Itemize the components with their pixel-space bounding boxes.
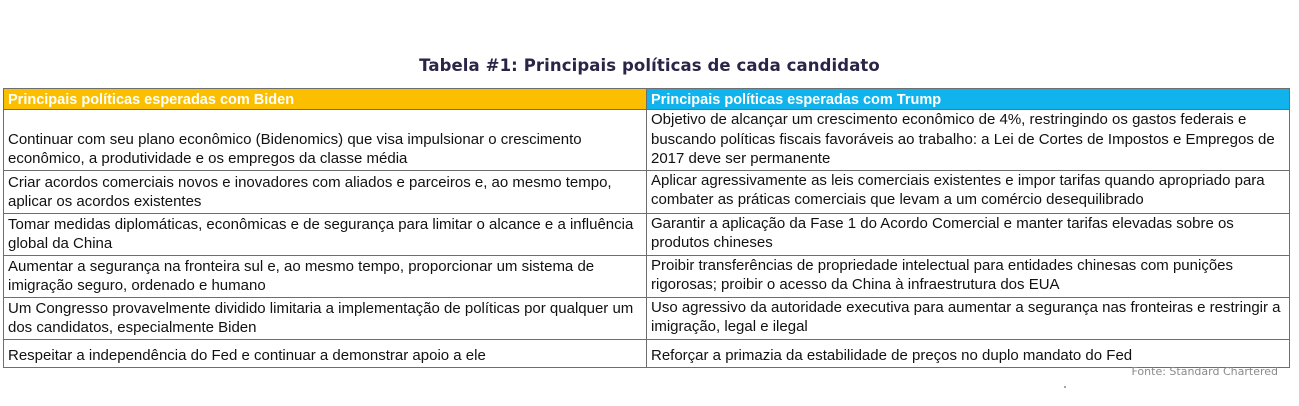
trump-policy-cell: Aplicar agressivamente as leis comerciais existentes e impor tarifas quando apropriado para combater as práticas comerciais que levam a um comércio desequilibrado bbox=[647, 170, 1290, 213]
biden-policy-cell: Criar acordos comerciais novos e inovadores com aliados e parceiros e, ao mesmo tempo, aplicar os acordos existentes bbox=[4, 170, 647, 213]
trump-policy-cell: Uso agressivo da autoridade executiva para aumentar a segurança nas fronteiras e restringir a imigração, legal e ilegal bbox=[647, 297, 1290, 339]
table-row bbox=[4, 170, 1290, 213]
trump-policy-cell: Objetivo de alcançar um crescimento econômico de 4%, restringindo os gastos federais e buscando políticas fiscais favoráveis ao trabalho: a Lei de Cortes de Impostos e Empregos de 2017 deve ser permanente bbox=[647, 110, 1290, 171]
trump-column-header: Principais políticas esperadas com Trump bbox=[647, 89, 1290, 110]
stray-dot bbox=[1064, 386, 1066, 388]
table-row bbox=[4, 213, 1290, 255]
table-row bbox=[4, 297, 1290, 339]
biden-policy-cell: Continuar com seu plano econômico (Bidenomics) que visa impulsionar o crescimento econômico, a produtividade e os empregos da classe média bbox=[4, 110, 647, 171]
biden-policy-cell: Tomar medidas diplomáticas, econômicas e de segurança para limitar o alcance e a influência global da China bbox=[4, 213, 647, 255]
table-row bbox=[4, 110, 1290, 171]
table-row bbox=[4, 339, 1290, 367]
biden-column-header: Principais políticas esperadas com Biden bbox=[4, 89, 647, 110]
trump-policy-cell: Proibir transferências de propriedade intelectual para entidades chinesas com punições rigorosas; proibir o acesso da China à infraestrutura dos EUA bbox=[647, 255, 1290, 297]
trump-policy-cell: Garantir a aplicação da Fase 1 do Acordo Comercial e manter tarifas elevadas sobre os produtos chineses bbox=[647, 213, 1290, 255]
source-caption: Fonte: Standard Chartered bbox=[1131, 365, 1278, 378]
table-title: Tabela #1: Principais políticas de cada candidato bbox=[419, 56, 880, 75]
table-row bbox=[4, 255, 1290, 297]
biden-policy-cell: Respeitar a independência do Fed e continuar a demonstrar apoio a ele bbox=[4, 339, 647, 367]
biden-policy-cell: Aumentar a segurança na fronteira sul e, ao mesmo tempo, proporcionar um sistema de imigração seguro, ordenado e humano bbox=[4, 255, 647, 297]
header-row bbox=[4, 89, 1290, 110]
trump-policy-cell: Reforçar a primazia da estabilidade de preços no duplo mandato do Fed bbox=[647, 339, 1290, 367]
biden-policy-cell: Um Congresso provavelmente dividido limitaria a implementação de políticas por qualquer um dos candidatos, especialmente Biden bbox=[4, 297, 647, 339]
policies-table bbox=[3, 88, 1290, 368]
